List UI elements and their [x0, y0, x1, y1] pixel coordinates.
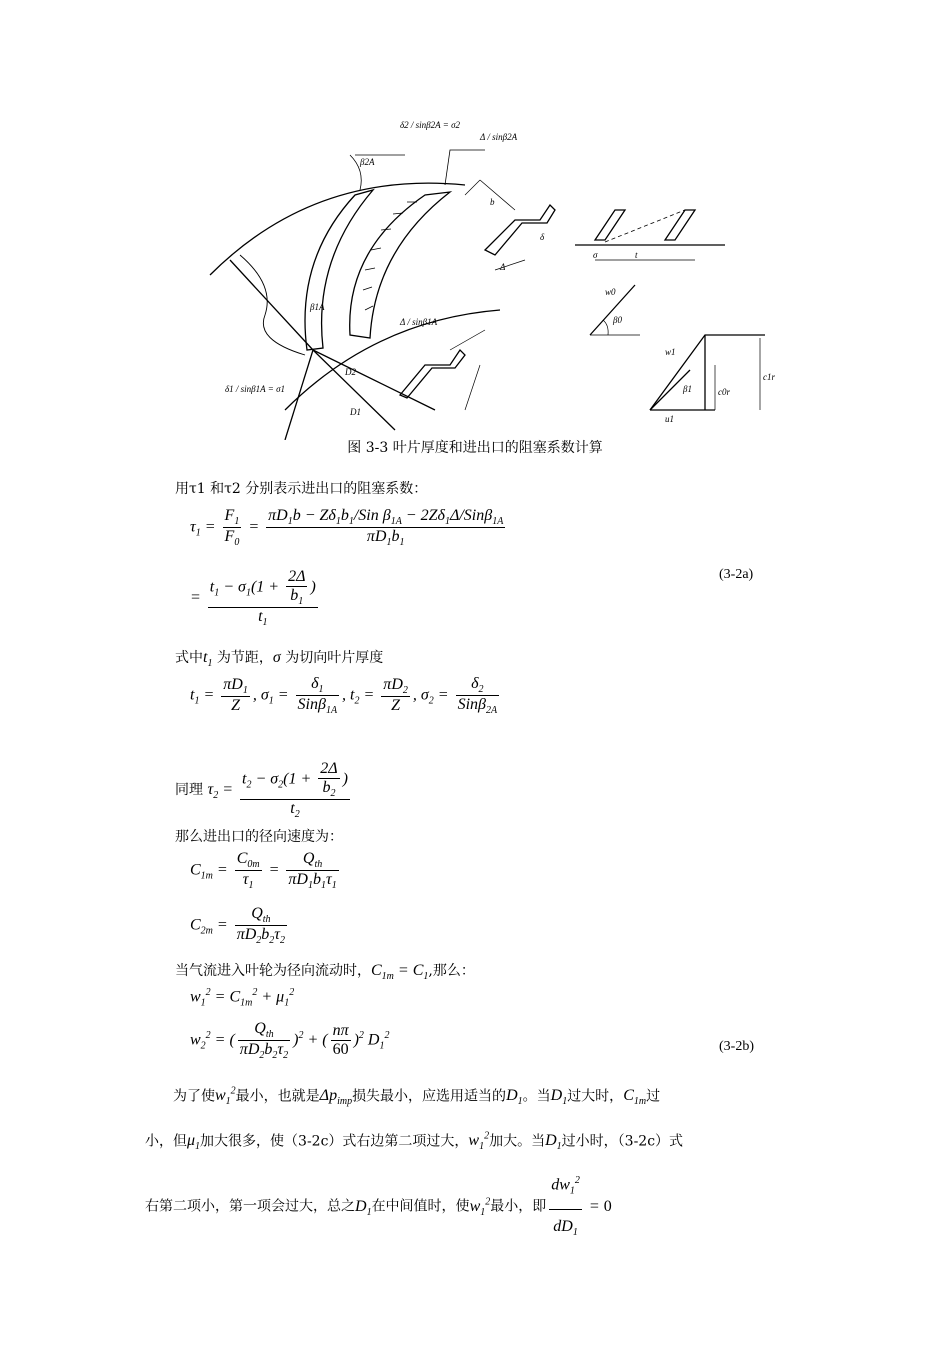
radial-inflow-text: 当气流进入叶轮为径向流动时，$C_{1m} = C_1$,那么： [175, 962, 475, 983]
label-delta-over-sinb2a: Δ / sinβ2A [480, 132, 518, 142]
inner-arc [285, 310, 500, 410]
label-u1: u1 [665, 414, 674, 424]
equation-w2-squared: $w_2^2$ = ( $\frac{Q_{th}}{\pi D_2b_2\tau_2}$ )$^2$ + ( $\frac{n\pi}{60}$ )$^2$ $D_1^2$ [190, 1020, 390, 1062]
label-d2: D2 [345, 367, 356, 377]
label-sigma: σ [593, 250, 598, 260]
equation-number-b: (3-2b) [719, 1039, 754, 1054]
label-c0r: c0r [718, 387, 730, 397]
equation-tau1: $\tau_1$ = $\frac{F_1}{F_0}$ = $\frac{\pi D_1b - Z\delta_1b_1/Sin \beta_{1A} - 2Z\delta_1\Delta/Sin\beta_{1A}}{\pi D_1b_1}$ [190, 507, 504, 549]
label-w0: w0 [605, 287, 616, 297]
intro-text: 用τ1 和τ2 分别表示进出口的阻塞系数： [175, 481, 428, 497]
label-c1r: c1r [763, 372, 775, 382]
label-Delta: Δ [500, 262, 506, 272]
outer-arc [210, 183, 465, 275]
label-delta-small: δ [540, 232, 545, 242]
figure-caption: 图 3-3 叶片厚度和进出口的阻塞系数计算 [347, 440, 603, 456]
radial-velocity-text: 那么进出口的径向速度为： [175, 829, 343, 845]
equation-c1m: $C_{1m}$ = $\frac{C_{0m}}{\tau_1}$ = $\frac{Q_{th}}{\pi D_1b_1\tau_1}$ [190, 850, 337, 892]
blade-1 [305, 190, 373, 350]
label-beta1: β1 [683, 384, 692, 394]
figure-blade-thickness [195, 110, 780, 440]
label-beta2a: β2A [360, 157, 375, 167]
equation-number-a: (3-2a) [719, 567, 754, 582]
label-beta1a: β1A [310, 302, 325, 312]
label-w1: w1 [665, 347, 676, 357]
discussion-paragraph: 为了使$w_1^2$最小，也就是$\Delta p_{imp}$损失最小，应选用适当的$D_1$。当$D_1$过大时，$C_{1m}$过 小，但$\mu_1$加大很多，使（3-2c）式右边第二项过大，$w_1^2$加大。当$D_1$过小时，（3-2c）式 右第二项小，第一项会过大，总之$D_1$在中间值时，使$w_1^2$最小，即 $\frac{dw_1^2}{dD_1}$ = 0 [145, 1086, 684, 1238]
label-beta0: β0 [613, 315, 622, 325]
label-delta-over-sinb1a: Δ / sinβ1A [400, 317, 438, 327]
label-t: t [635, 250, 638, 260]
equation-tau1-simplified: = $t_1 - \sigma_1(1$ + $\frac{2\Delta}{b_1}$ ) $t_1$ [190, 568, 316, 629]
label-delta2-ratio: δ2 / sinβ2A = σ2 [400, 120, 461, 130]
label-delta1-ratio: δ1 / sinβ1A = σ1 [225, 384, 286, 394]
label-d1: D1 [350, 407, 361, 417]
where-text: 式中$t_1$ 为节距，σ 为切向叶片厚度 [175, 649, 384, 670]
equation-c2m: $C_{2m}$ = $\frac{Q_{th}}{\pi D_2b_2\tau_2}$ [190, 905, 286, 947]
equation-tau2: 同理 $\tau_2$ = $t_2 - \sigma_2(1$ + $\frac{2\Delta}{b_2}$ ) $t_2$ [175, 760, 348, 821]
label-b: b [490, 197, 495, 207]
equation-w1-squared: $w_1^2 = C_{1m}^2 + \mu_1^2$ [190, 987, 295, 1009]
equation-pitch-sigma: $t_1$ = $\frac{\pi D_1}{Z}$ , $\sigma_1$ = $\frac{\delta_1}{Sin\beta_{1A}}$ , $t_2$ = $\frac{\pi D_2}{Z}$ , $\sigma_2$ = $\frac{\delta_2}{Sin\beta_{2A}}$ [190, 675, 498, 717]
